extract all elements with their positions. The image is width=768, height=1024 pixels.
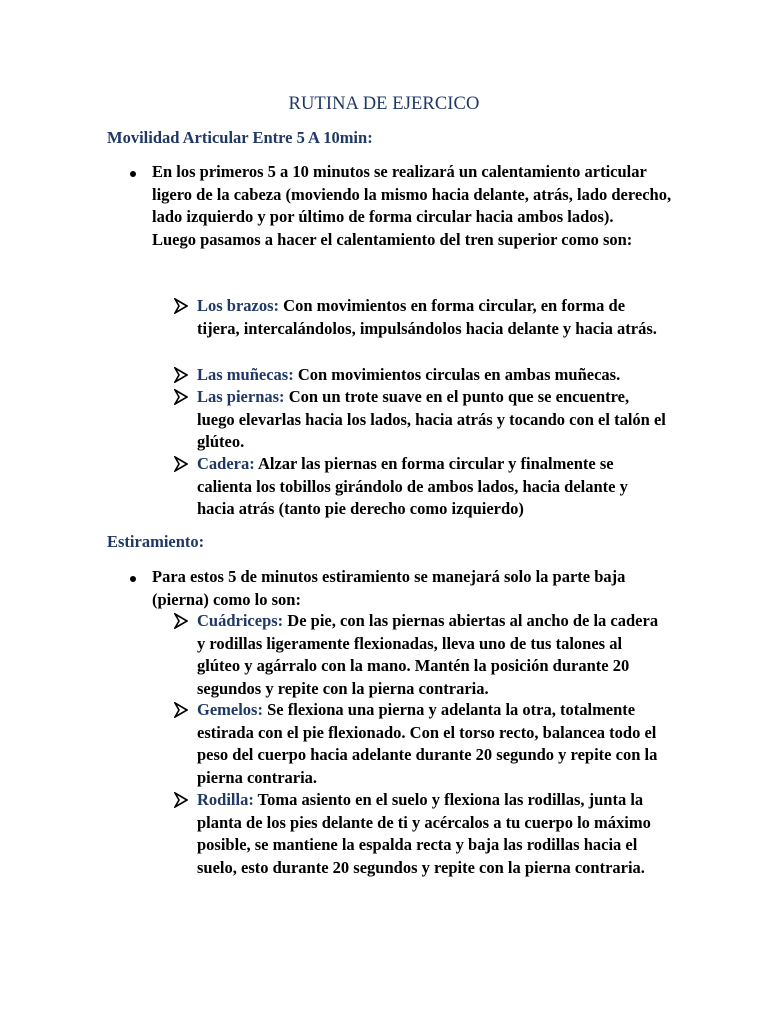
arrow-bullet-icon <box>174 389 188 405</box>
bullet-paragraph <box>152 161 672 251</box>
arrow-bullet-icon <box>174 702 188 718</box>
bullet-text-continuation: Luego pasamos a hacer el calentamiento del tren superior como son: <box>152 229 633 249</box>
bullet-text-intro: En los primeros 5 a 10 minutos se realizará un calentamiento articular ligero de la cabeza (moviendo la mismo hacia delante, atrás, lado derecho, lado izquierdo y por último de forma circular hacia ambos lados). <box>152 162 672 226</box>
list-item-rodilla <box>197 789 667 879</box>
list-item-text: Toma asiento en el suelo y flexiona las rodillas, junta la planta de los pies delante de ti y acércalos a tu cuerpo lo máximo posible, se mantiene la espalda recta y baja las rodillas hacia el suelo, esto durante 20 segundos y repite con la pierna contraria. <box>197 790 651 877</box>
list-item-brazos <box>197 295 667 340</box>
list-item-gemelos <box>197 699 667 789</box>
arrow-bullet-icon <box>174 613 188 629</box>
bullet-text-intro: Para estos 5 de minutos estiramiento se manejará solo la parte baja (pierna) como lo son: <box>152 567 626 609</box>
list-item-text: Alzar las piernas en forma circular y finalmente se calienta los tobillos girándolo de ambos lados, hacia delante y hacia atrás (tanto pie derecho como izquierdo) <box>197 454 628 518</box>
list-item-piernas <box>197 386 667 454</box>
list-item-text: Con movimientos en forma circular, en forma de tijera, intercalándolos, impulsándolos hacia delante y hacia atrás. <box>197 296 657 338</box>
bullet-dot-icon <box>130 171 136 177</box>
list-item-term: Cuádriceps: <box>197 611 284 630</box>
list-item-text: Con movimientos circulas en ambas muñecas. <box>293 365 621 384</box>
list-item-cadera <box>197 453 667 521</box>
list-item-cuadriceps <box>197 610 667 700</box>
list-item-text: De pie, con las piernas abiertas al ancho de la cadera y rodillas ligeramente flexionadas, lleva uno de tus talones al glúteo y agárralo con la mano. Mantén la posición durante 20 segundos y repite con la pierna contraria. <box>197 611 659 698</box>
document-title: RUTINA DE EJERCICO <box>288 94 480 114</box>
list-item-munecas <box>197 364 667 387</box>
arrow-bullet-icon <box>174 367 188 383</box>
list-item-term: Las piernas: <box>197 387 285 406</box>
bullet-dot-icon <box>130 576 136 582</box>
arrow-bullet-icon <box>174 456 188 472</box>
arrow-bullet-icon <box>174 792 188 808</box>
section-heading-movilidad: Movilidad Articular Entre 5 A 10min: <box>107 128 373 147</box>
list-item-term: Las muñecas: <box>197 365 294 384</box>
list-item-term: Cadera: <box>197 454 255 473</box>
list-item-text: Se flexiona una pierna y adelanta la otra, totalmente estirada con el pie flexionado. Con el torso recto, balancea todo el peso del cuerpo hacia adelante durante 20 segundo y repite con la pierna contraria. <box>197 700 658 787</box>
list-item-text: Con un trote suave en el punto que se encuentre, luego elevarlas hacia los lados, hacia atrás y tocando con el talón el glúteo. <box>197 387 666 451</box>
list-item-term: Rodilla: <box>197 790 254 809</box>
section-heading-estiramiento: Estiramiento: <box>107 532 205 551</box>
list-item-term: Los brazos: <box>197 296 280 315</box>
list-item-term: Gemelos: <box>197 700 263 719</box>
bullet-paragraph <box>152 566 672 611</box>
arrow-bullet-icon <box>174 298 188 314</box>
